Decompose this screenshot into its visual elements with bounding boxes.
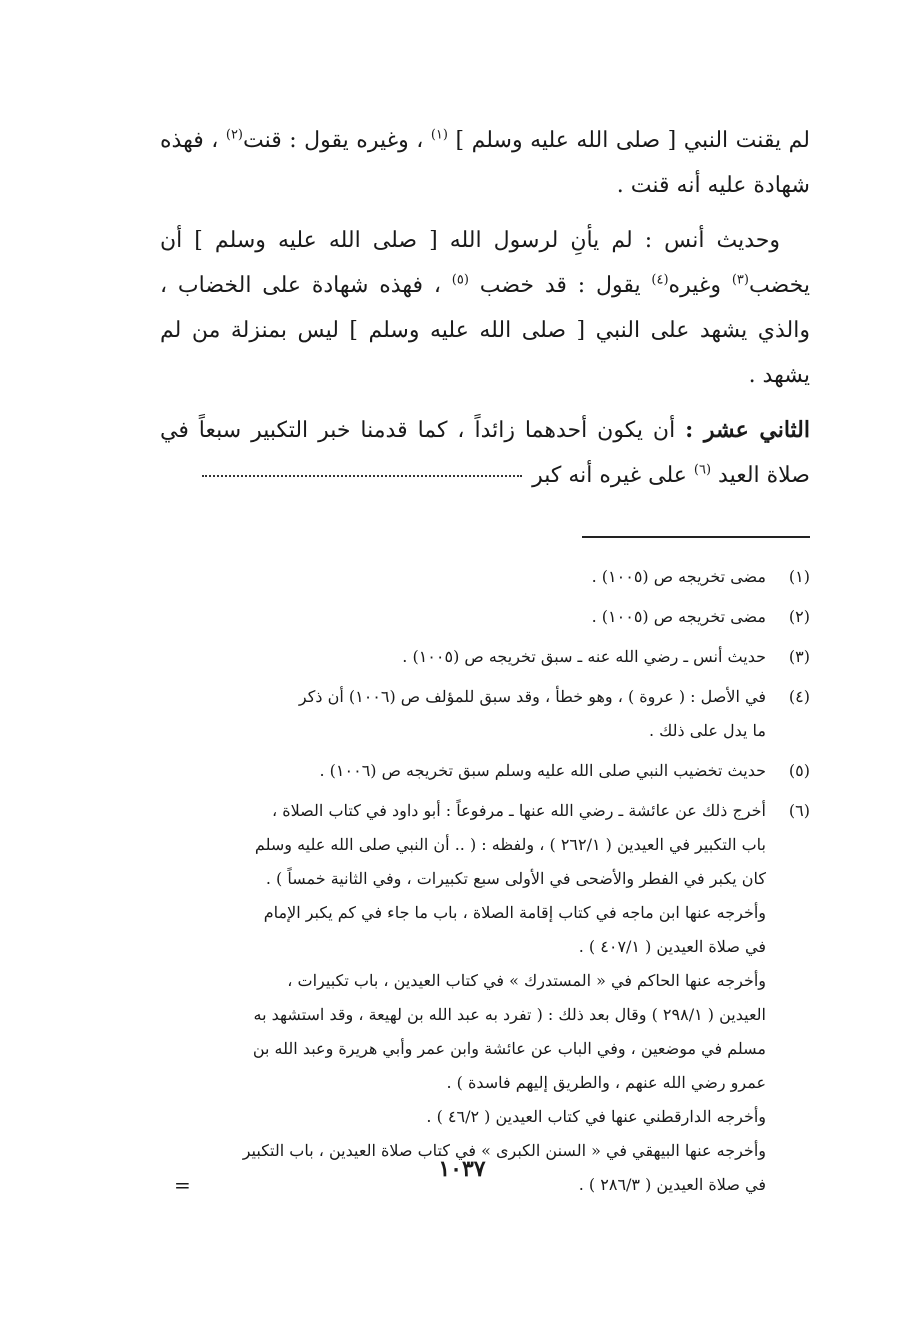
- footnote-line: وأخرجه الدارقطني عنها في كتاب العيدين ( ٤٦/٢ ) .: [426, 1107, 766, 1126]
- footnote-1: [160, 560, 810, 594]
- footnote-line: حديث تخضيب النبي صلى الله عليه وسلم سبق تخريجه ص (١٠٠٦) .: [319, 761, 766, 780]
- footnote-line: مضى تخريجه ص (١٠٠٥) .: [591, 567, 766, 586]
- footnote-number: (٥): [788, 761, 810, 780]
- paragraph-1: لم يقنت النبي [ صلى الله عليه وسلم ] $^{(١)}$ ، وغيره يقول : قنت$^{(٢)}$ ، فهذه شهادة عليه أنه قنت .: [160, 127, 811, 198]
- footnote-ref-3[interactable]: (٣): [731, 272, 749, 288]
- footnote-line: ما يدل على ذلك .: [648, 721, 766, 740]
- footnote-ref-4[interactable]: (٤): [651, 272, 669, 288]
- footnote-line: في صلاة العيدين ( ٢٨٦/٣ ) .: [578, 1175, 766, 1194]
- footnotes: [160, 560, 810, 1202]
- footnote-line: وأخرجه عنها البيهقي في « السنن الكبرى » في كتاب صلاة العيدين ، باب التكبير: [242, 1141, 766, 1160]
- main-text: [160, 118, 810, 498]
- footnote-line: مسلم في موضعين ، وفي الباب عن عائشة وابن عمر وأبي هريرة وعبد الله بن: [252, 1039, 766, 1058]
- paragraph-3: الثاني عشر : أن يكون أحدهما زائداً ، كما قدمنا خبر التكبير سبعاً في صلاة العيد $^{(٦)}$ على غيره أنه كبر: [160, 417, 810, 488]
- continuation-mark: =: [174, 1173, 191, 1197]
- footnote-number: (٢): [788, 607, 810, 626]
- footnote-ref-6[interactable]: (٦): [693, 462, 712, 478]
- footnote-ref-1[interactable]: (١): [430, 127, 448, 143]
- footnote-4: [160, 680, 810, 748]
- footnote-number: (١): [788, 567, 810, 586]
- footnote-5: [160, 754, 810, 788]
- footnote-line: في صلاة العيدين ( ٤٠٧/١ ) .: [578, 937, 766, 956]
- footnote-line: في الأصل : ( عروة ) ، وهو خطأ ، وقد سبق للمؤلف ص (١٠٠٦) أن ذكر: [298, 687, 766, 706]
- footnote-line: باب التكبير في العيدين ( ٢٦٢/١ ) ، ولفظه : ( .. أن النبي صلى الله عليه وسلم: [254, 835, 766, 854]
- page-body: [160, 118, 810, 1208]
- footnote-ref-2[interactable]: (٢): [225, 127, 243, 143]
- footnote-number: (٦): [788, 801, 810, 820]
- paragraph-2: وحديث أنس : لم يأنِ لرسول الله [ صلى الله عليه وسلم ] أن يخضب$^{(٣)}$ وغيره$^{(٤)}$ يقول : قد خضب $^{(٥)}$ ، فهذه شهادة على الخضاب ، والذي يشهد على النبي [ صلى الله عليه وسلم ] ليس بمنزلة من لم يشهد .: [160, 228, 810, 388]
- page-number: ١٠٣٧: [438, 1156, 486, 1182]
- footnote-line: مضى تخريجه ص (١٠٠٥) .: [591, 607, 766, 626]
- footnote-line: وأخرجه عنها الحاكم في « المستدرك » في كتاب العيدين ، باب تكبيرات ،: [287, 971, 766, 990]
- footnote-ref-5[interactable]: (٥): [451, 272, 469, 288]
- footnote-number: (٤): [788, 687, 810, 706]
- footnote-line: كان يكبر في الفطر والأضحى في الأولى سبع تكبيرات ، وفي الثانية خمساً ) .: [265, 869, 766, 888]
- section-heading: الثاني عشر :: [685, 417, 810, 443]
- footnote-line: وأخرجه عنها ابن ماجه في كتاب إقامة الصلاة ، باب ما جاء في كم يكبر الإمام: [263, 903, 766, 922]
- dotted-continuation: [202, 475, 522, 477]
- footnote-separator: [582, 536, 810, 538]
- footnote-line: عمرو رضي الله عنهم ، والطريق إليهم فاسدة ) .: [446, 1073, 766, 1092]
- footnote-line: حديث أنس ـ رضي الله عنه ـ سبق تخريجه ص (١٠٠٥) .: [402, 647, 766, 666]
- footnote-number: (٣): [788, 647, 810, 666]
- footnote-6: [160, 794, 810, 1202]
- footnote-line: العيدين ( ٢٩٨/١ ) وقال بعد ذلك : ( تفرد به عبد الله بن لهيعة ، وقد استشهد به: [253, 1005, 766, 1024]
- footnote-2: [160, 600, 810, 634]
- footnote-3: [160, 640, 810, 674]
- footnote-line: أخرج ذلك عن عائشة ـ رضي الله عنها ـ مرفوعاً : أبو داود في كتاب الصلاة ،: [271, 801, 766, 820]
